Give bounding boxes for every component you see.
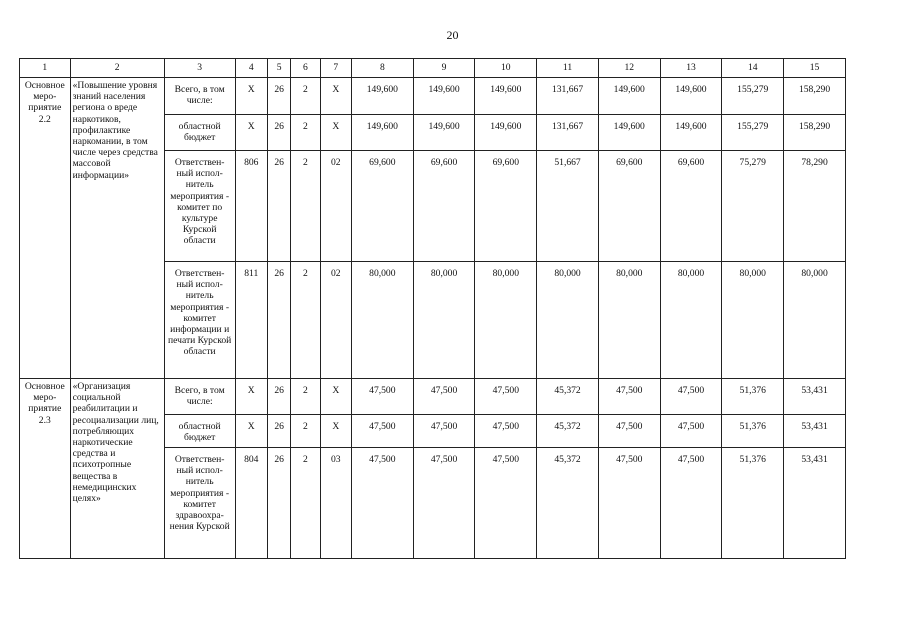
value-cell: 80,000 xyxy=(475,262,537,379)
funding-source-cell: Ответствен-ный испол-нитель мероприятия - комитет информации и печати Курской области xyxy=(164,262,235,379)
value-cell: 47,500 xyxy=(413,379,475,415)
funding-source-cell: Ответствен-ный испол-нитель мероприятия - комитет здравоохра-нения Курской xyxy=(164,448,235,559)
header-cell: 6 xyxy=(291,59,320,78)
grbs-code-cell: X xyxy=(235,415,267,448)
value-cell: 51,376 xyxy=(722,448,784,559)
value-cell: 75,279 xyxy=(722,151,784,262)
subsection-code-cell: 2 xyxy=(291,115,320,151)
value-cell: 131,667 xyxy=(537,78,599,115)
target-code-cell: X xyxy=(320,78,351,115)
value-cell: 53,431 xyxy=(784,379,846,415)
value-cell: 47,500 xyxy=(660,379,722,415)
grbs-code-cell: X xyxy=(235,379,267,415)
value-cell: 80,000 xyxy=(784,262,846,379)
table-row xyxy=(20,78,846,115)
funding-source-cell: областной бюджет xyxy=(164,415,235,448)
value-cell: 80,000 xyxy=(722,262,784,379)
value-cell: 80,000 xyxy=(660,262,722,379)
value-cell: 149,600 xyxy=(598,78,660,115)
section-code-cell: 26 xyxy=(267,448,290,559)
grbs-code-cell: X xyxy=(235,78,267,115)
funding-source-cell: Всего, в том числе: xyxy=(164,379,235,415)
value-cell: 158,290 xyxy=(784,78,846,115)
value-cell: 149,600 xyxy=(598,115,660,151)
header-cell: 8 xyxy=(351,59,413,78)
target-code-cell: 02 xyxy=(320,262,351,379)
value-cell: 69,600 xyxy=(413,151,475,262)
value-cell: 155,279 xyxy=(722,78,784,115)
value-cell: 53,431 xyxy=(784,448,846,559)
section-code-cell: 26 xyxy=(267,78,290,115)
value-cell: 51,376 xyxy=(722,379,784,415)
value-cell: 47,500 xyxy=(598,379,660,415)
section-code-cell: 26 xyxy=(267,415,290,448)
header-cell: 15 xyxy=(784,59,846,78)
target-code-cell: X xyxy=(320,379,351,415)
value-cell: 45,372 xyxy=(537,379,599,415)
value-cell: 149,600 xyxy=(351,115,413,151)
table-row xyxy=(20,379,846,415)
value-cell: 69,600 xyxy=(351,151,413,262)
grbs-code-cell: 804 xyxy=(235,448,267,559)
page-number: 20 xyxy=(446,28,459,42)
header-cell: 9 xyxy=(413,59,475,78)
value-cell: 149,600 xyxy=(660,78,722,115)
value-cell: 51,376 xyxy=(722,415,784,448)
value-cell: 47,500 xyxy=(475,379,537,415)
value-cell: 47,500 xyxy=(351,379,413,415)
value-cell: 47,500 xyxy=(598,415,660,448)
target-code-cell: 02 xyxy=(320,151,351,262)
subsection-code-cell: 2 xyxy=(291,379,320,415)
target-code-cell: X xyxy=(320,115,351,151)
subsection-code-cell: 2 xyxy=(291,262,320,379)
section-code-cell: 26 xyxy=(267,379,290,415)
value-cell: 149,600 xyxy=(475,78,537,115)
value-cell: 45,372 xyxy=(537,415,599,448)
value-cell: 53,431 xyxy=(784,415,846,448)
value-cell: 47,500 xyxy=(660,448,722,559)
value-cell: 47,500 xyxy=(660,415,722,448)
value-cell: 69,600 xyxy=(598,151,660,262)
header-cell: 12 xyxy=(598,59,660,78)
header-cell: 1 xyxy=(20,59,71,78)
section-code-cell: 26 xyxy=(267,115,290,151)
grbs-code-cell: 806 xyxy=(235,151,267,262)
value-cell: 47,500 xyxy=(475,415,537,448)
header-cell: 10 xyxy=(475,59,537,78)
header-cell: 4 xyxy=(235,59,267,78)
value-cell: 47,500 xyxy=(351,448,413,559)
value-cell: 131,667 xyxy=(537,115,599,151)
grbs-code-cell: X xyxy=(235,115,267,151)
header-cell: 3 xyxy=(164,59,235,78)
funding-source-cell: областной бюджет xyxy=(164,115,235,151)
header-cell: 11 xyxy=(537,59,599,78)
section-code-cell: 26 xyxy=(267,151,290,262)
header-row xyxy=(20,59,846,78)
value-cell: 80,000 xyxy=(413,262,475,379)
value-cell: 47,500 xyxy=(598,448,660,559)
header-cell: 13 xyxy=(660,59,722,78)
subsection-code-cell: 2 xyxy=(291,78,320,115)
header-cell: 7 xyxy=(320,59,351,78)
value-cell: 69,600 xyxy=(660,151,722,262)
value-cell: 149,600 xyxy=(413,78,475,115)
value-cell: 149,600 xyxy=(475,115,537,151)
value-cell: 51,667 xyxy=(537,151,599,262)
subsection-code-cell: 2 xyxy=(291,151,320,262)
funding-source-cell: Всего, в том числе: xyxy=(164,78,235,115)
value-cell: 149,600 xyxy=(413,115,475,151)
value-cell: 47,500 xyxy=(413,415,475,448)
value-cell: 149,600 xyxy=(351,78,413,115)
value-cell: 158,290 xyxy=(784,115,846,151)
funding-source-cell: Ответствен-ный испол-нитель мероприятия - комитет по культуре Курской области xyxy=(164,151,235,262)
value-cell: 69,600 xyxy=(475,151,537,262)
target-code-cell: 03 xyxy=(320,448,351,559)
value-cell: 47,500 xyxy=(413,448,475,559)
header-cell: 14 xyxy=(722,59,784,78)
header-cell: 5 xyxy=(267,59,290,78)
value-cell: 47,500 xyxy=(475,448,537,559)
section-code-cell: 26 xyxy=(267,262,290,379)
value-cell: 78,290 xyxy=(784,151,846,262)
value-cell: 45,372 xyxy=(537,448,599,559)
header-cell: 2 xyxy=(70,59,164,78)
value-cell: 149,600 xyxy=(660,115,722,151)
value-cell: 155,279 xyxy=(722,115,784,151)
activity-name-cell: «Организация социальной реабилитации и ресоциализации лиц, потребляющих наркотические средства и психотропные вещества в немедицинских целях» xyxy=(70,379,164,559)
budget-table xyxy=(19,58,846,559)
value-cell: 80,000 xyxy=(537,262,599,379)
activity-code-cell: Основное меро-приятие 2.3 xyxy=(20,379,71,559)
activity-code-cell: Основное меро-приятие 2.2 xyxy=(20,78,71,379)
grbs-code-cell: 811 xyxy=(235,262,267,379)
target-code-cell: X xyxy=(320,415,351,448)
activity-name-cell: «Повышение уровня знаний населения региона о вреде наркотиков, профилактике наркомании, в том числе через средства массовой информации» xyxy=(70,78,164,379)
value-cell: 47,500 xyxy=(351,415,413,448)
value-cell: 80,000 xyxy=(598,262,660,379)
subsection-code-cell: 2 xyxy=(291,448,320,559)
subsection-code-cell: 2 xyxy=(291,415,320,448)
value-cell: 80,000 xyxy=(351,262,413,379)
